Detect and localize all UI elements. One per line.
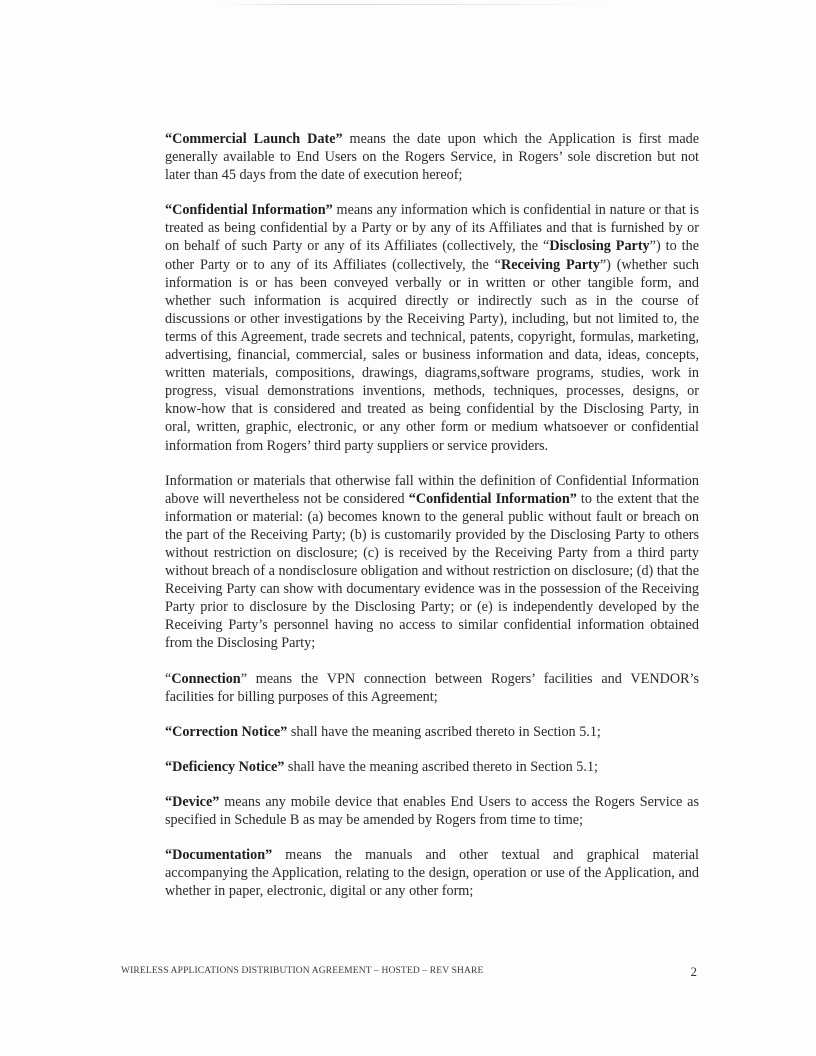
defined-term: “Deficiency Notice”: [165, 758, 285, 775]
definition-text: means any mobile device that enables End Users to access the Rogers Service as specified in Schedule B as may be amended by Rogers from time to time;: [165, 793, 699, 828]
defined-term: “Device”: [165, 793, 220, 810]
defined-term: “Confidential Information”: [408, 490, 577, 507]
defined-term: Disclosing Party: [549, 238, 650, 255]
definition-text: “: [165, 670, 172, 687]
definition-text: means any information which is confidential in nature or that is treated as being confidential by a Party or by any of its Affiliates and that is furnished by or on behalf of such Party or any of its Affiliates (collectively, the “: [165, 202, 700, 255]
definition-deficiency-notice: [165, 758, 699, 776]
definition-text: means the manuals and other textual and graphical material accompanying the Application, relating to the design, operation or use of the Application, and whether in paper, electronic, digital or any other form;: [165, 847, 699, 900]
definition-text: ”) (whether such information is or has been conveyed verbally or in written or other tangible form, and whether such information is acquired directly or indirectly such as in the course of discussions or other investigations by the Receiving Party), including, but not limited to, the terms of this Agreement, trade secrets and technical, patents, copyright, formulas, marketing, advertising, financial, commercial, sales or business information and data, ideas, concepts, written materials, compositions, drawings, diagrams,software programs, studies, work in progress, visual demonstrations inventions, methods, techniques, processes, designs, or know-how that is considered and treated as being confidential by the Disclosing Party, in oral, written, graphic, electronic, or any other form or medium whatsoever or confidential information from Rogers’ third party suppliers or service providers.: [165, 256, 699, 454]
definition-text: to the extent that the information or material: (a) becomes known to the general public without fault or breach on the part of the Receiving Party; (b) is customarily provided by the Disclosing Party to others without restriction on disclosure; (c) is received by the Receiving Party from a third party without breach of a nondisclosure obligation and without restriction on disclosure; (d) that the Receiving Party can show with documentary evidence was in the possession of the Receiving Party prior to disclosure by the Disclosing Party; or (e) is independently developed by the Receiving Party’s personnel having no access to similar confidential information obtained from the Disclosing Party;: [165, 490, 700, 652]
confidential-information-exclusions: [165, 472, 699, 653]
defined-term: “Confidential Information”: [165, 202, 333, 219]
definition-text: means the date upon which the Application is first made generally available to End Users on the Rogers Service, in Rogers’ sole discretion but not later than 45 days from the date of execution hereof;: [165, 131, 700, 184]
definition-text: shall have the meaning ascribed thereto in Section 5.1;: [287, 723, 601, 740]
definition-text: ”) to the other Party or to any of its Affiliates (collectively, the “: [165, 238, 699, 273]
defined-term: “Commercial Launch Date”: [165, 131, 343, 147]
defined-term: “Documentation”: [165, 847, 273, 864]
definition-text: ” means the VPN connection between Rogers’ facilities and VENDOR’s facilities for billing purposes of this Agreement;: [165, 670, 699, 705]
defined-term: Connection: [171, 670, 241, 687]
page-number: 2: [690, 964, 697, 979]
scan-artifact: [220, 4, 610, 5]
definition-text: Information or materials that otherwise fall within the definition of Confidential Information above will nevertheless not be considered: [165, 472, 699, 507]
defined-term: “Correction Notice”: [165, 723, 288, 740]
definition-device: [165, 793, 699, 829]
definitions-section: [165, 130, 699, 917]
footer-document-title: WIRELESS APPLICATIONS DISTRIBUTION AGREEMENT – HOSTED – REV SHARE: [121, 966, 484, 976]
definition-commercial-launch-date: [165, 130, 699, 184]
definition-documentation: [165, 846, 699, 900]
definition-confidential-information: [165, 201, 699, 454]
definition-connection: [165, 670, 699, 706]
page-footer: [121, 962, 697, 982]
definition-correction-notice: [165, 723, 699, 741]
definition-text: shall have the meaning ascribed thereto in Section 5.1;: [284, 758, 598, 775]
defined-term: Receiving Party: [500, 256, 600, 273]
